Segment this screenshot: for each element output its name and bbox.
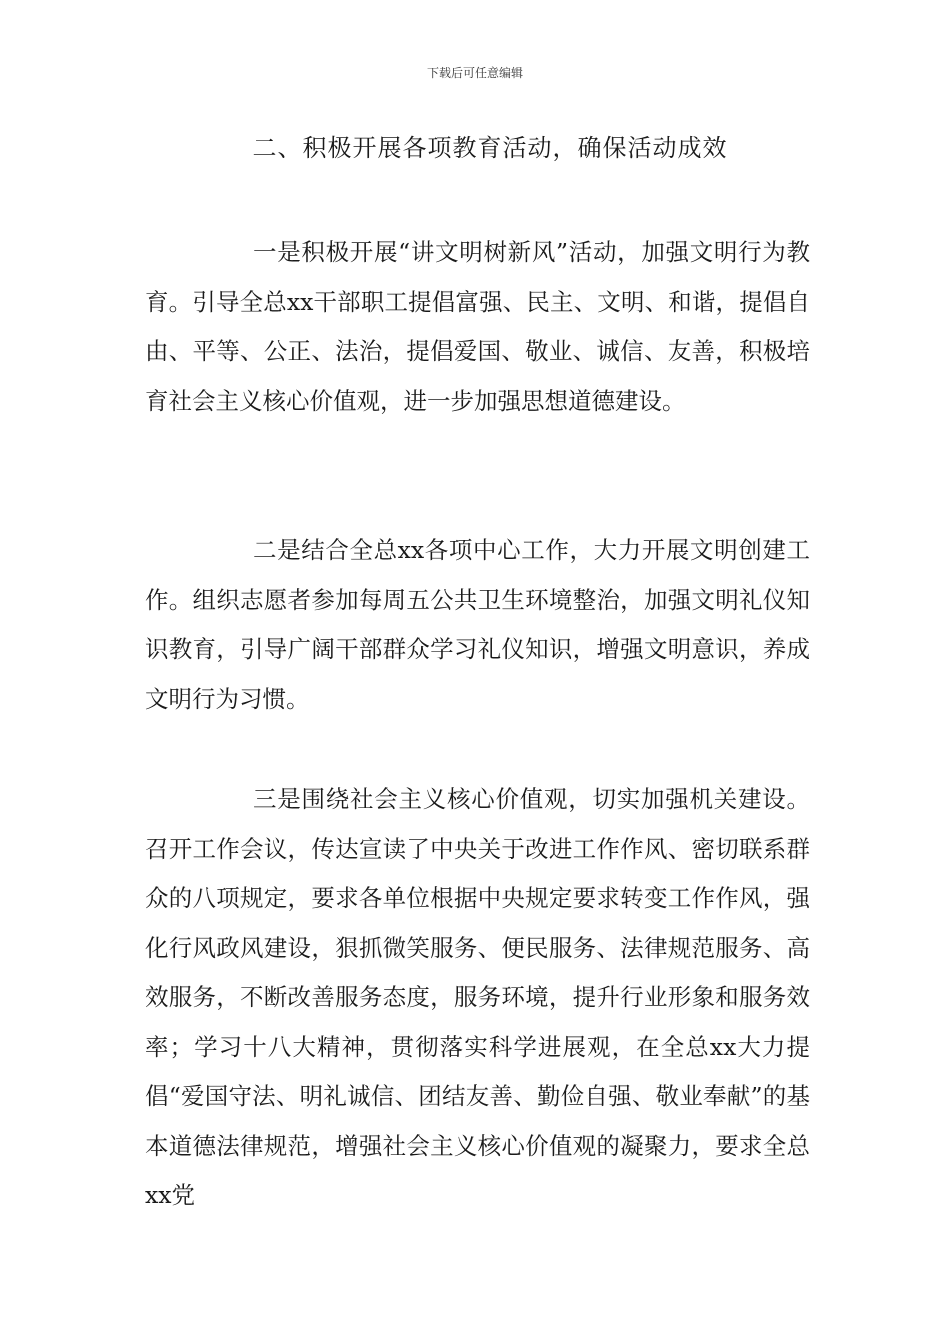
page-header-note: 下载后可任意编辑: [426, 66, 523, 80]
paragraph-civility-campaign: 一是积极开展“讲文明树新风”活动，加强文明行为教育。引导全总xx干部职工提倡富强、民主、文明、和谐，提倡自由、平等、公正、法治，提倡爱国、敬业、诚信、友善，积极培育社会主义核心价值观，进一步加强思想道德建设。: [145, 238, 810, 415]
section-heading: 二、积极开展各项教育活动，确保活动成效: [252, 134, 728, 162]
paragraph-core-values-building: 三是围绕社会主义核心价值观，切实加强机关建设。召开工作会议，传达宣读了中央关于改进工作作风、密切联系群众的八项规定，要求各单位根据中央规定要求转变工作作风，强化行风政风建设，狠抓微笑服务、便民服务、法律规范服务、高效服务，不断改善服务态度，服务环境，提升行业形象和服务效率；学习十八大精神，贯彻落实科学进展观，在全总xx大力提倡“爱国守法、明礼诚信、团结友善、勤俭自强、敬业奉献”的基本道德法律规范，增强社会主义核心价值观的凝聚力，要求全总xx党: [145, 785, 810, 1209]
paragraph-civility-creation: 二是结合全总xx各项中心工作，大力开展文明创建工作。组织志愿者参加每周五公共卫生环境整治，加强文明礼仪知识教育，引导广阔干部群众学习礼仪知识，增强文明意识，养成文明行为习惯。: [145, 536, 810, 713]
